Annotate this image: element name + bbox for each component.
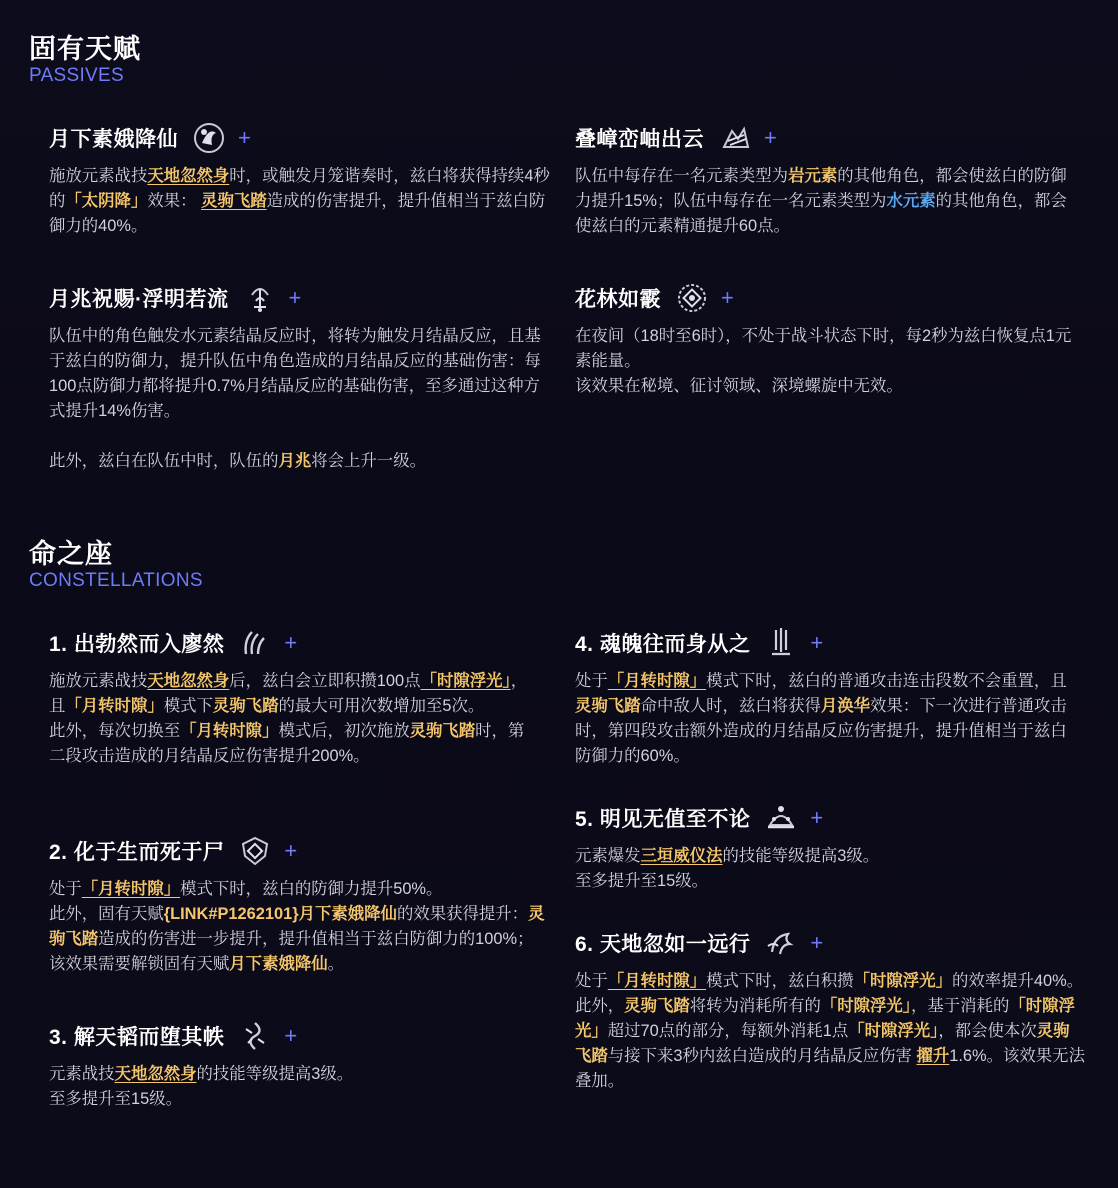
mountain-cloud-icon [718, 121, 752, 155]
keyword-highlight: {LINK#P1262101}月下素娥降仙 [163, 905, 397, 923]
description-text: ，都会使本次 [938, 1022, 1037, 1040]
keyword-link[interactable]: 「月转时隙」 [607, 972, 707, 990]
description-text: 的技能等级提高3级。 [196, 1065, 354, 1083]
moonsign-icon [243, 281, 277, 315]
description-text: 与接下来3秒内兹白造成的月结晶反应伤害 [607, 1047, 917, 1065]
keyword-highlight: 「月转时隙」 [180, 722, 279, 740]
keyword-link[interactable]: 灵驹飞踏 [201, 192, 267, 210]
description-text: 模式下时，兹白的普通攻击连击段数不会重置，且 [706, 672, 1067, 690]
description-paragraph [49, 449, 549, 474]
description-text: ，且 [49, 672, 528, 715]
description-text: 此外，固有天赋 [49, 905, 164, 923]
passive-card [49, 281, 549, 474]
constellation-card [49, 834, 549, 977]
description-paragraph [575, 994, 1085, 1094]
card-name: 叠嶂峦岫出云 [575, 128, 704, 151]
keyword-highlight: 灵驹飞踏 [575, 697, 641, 715]
card-description [49, 669, 539, 769]
description-text: 命中敌人时，兹白将获得 [640, 697, 821, 715]
card-name: 月下素娥降仙 [49, 128, 178, 151]
description-text: 效果： [147, 192, 202, 210]
description-paragraph [575, 324, 1080, 374]
keyword-highlight: 灵驹飞踏 [409, 722, 476, 740]
description-text: 元素战技 [49, 1065, 115, 1083]
description-text: 造成的伤害提升，提升值相当于兹白防御力的40%。 [49, 192, 546, 235]
card-title-row [49, 834, 549, 868]
keyword-link[interactable]: 擢升 [916, 1047, 950, 1065]
keyword-highlight: 岩元素 [788, 167, 838, 185]
description-text: 的其他角色，都会使兹白的元素精通提升60点。 [575, 192, 1067, 235]
card-name: 4. 魂魄往而身从之 [575, 633, 751, 656]
description-paragraph [49, 877, 549, 902]
description-paragraph [575, 669, 1075, 769]
description-paragraph [575, 164, 1080, 239]
description-text: 1.6%。该效果无法叠加。 [575, 1047, 1085, 1090]
description-text: 模式后，初次施放 [278, 722, 410, 740]
horse-wind-icon [764, 926, 798, 960]
claw-swirl-icon [238, 626, 272, 660]
card-description [575, 969, 1085, 1094]
passives-header [29, 34, 141, 87]
description-paragraph [49, 719, 539, 769]
expand-plus-icon[interactable]: + [764, 125, 777, 150]
constellation-card [575, 801, 1080, 894]
passives-subtitle: PASSIVES [29, 65, 124, 86]
description-text: 模式下 [163, 697, 213, 715]
description-paragraph [575, 844, 1080, 869]
expand-plus-icon[interactable]: + [284, 1023, 298, 1048]
description-paragraph [575, 374, 1080, 399]
description-text: 时，或触发月笼谐奏时，兹白将获得持续4秒的 [49, 167, 550, 210]
description-text: 的其他角色，都会使兹白的防御力提升15%；队伍中每存在一名元素类型为 [575, 167, 1067, 210]
keyword-highlight: 「月转时隙」 [65, 697, 164, 715]
keyword-highlight: 灵驹飞踏 [624, 997, 690, 1015]
description-text: 在夜间（18时至6时），不处于战斗状态下时，每2秒为兹白恢复点1元素能量。 [575, 327, 1072, 370]
flower-compass-icon [675, 281, 709, 315]
description-text: 处于 [49, 880, 82, 898]
passive-card [49, 121, 557, 239]
card-title-row [49, 1019, 549, 1053]
description-paragraph [575, 969, 1085, 994]
keyword-highlight: 「太阴降」 [65, 192, 148, 210]
description-text: 的技能等级提高3级。 [722, 847, 880, 865]
card-name: 花林如霰 [575, 288, 661, 311]
keyword-link[interactable]: 天地忽然身 [147, 167, 230, 185]
keyword-link[interactable]: 三垣威仪法 [640, 847, 723, 865]
keyword-highlight: 「时隙浮光」 [848, 1022, 939, 1040]
description-paragraph [49, 669, 539, 719]
keyword-link[interactable]: 「时隙浮光」 [420, 672, 511, 690]
description-text: 效果：下一次进行普通攻击时，第四段攻击额外造成的月结晶反应伤害提升，提升值相当于兹白防御力的60%。 [575, 697, 1067, 765]
description-text: 至多提升至15级。 [575, 872, 708, 890]
description-text: 此外， [575, 997, 625, 1015]
card-title-row [575, 626, 1075, 660]
description-text: 的最大可用次数增加至5次。 [278, 697, 485, 715]
description-text: 处于 [575, 672, 608, 690]
feather-spin-icon [238, 1019, 272, 1053]
spirit-blades-icon [764, 626, 798, 660]
constellation-card [49, 626, 539, 769]
description-text: 时，第二段攻击造成的月结晶反应伤害提升200%。 [49, 722, 525, 765]
card-description [49, 324, 549, 474]
card-name: 2. 化于生而死于尸 [49, 841, 225, 864]
constellations-subtitle: CONSTELLATIONS [29, 570, 203, 591]
card-title-row [575, 281, 1080, 315]
expand-plus-icon[interactable]: + [284, 630, 298, 655]
keyword-highlight: 灵驹飞踏 [212, 697, 279, 715]
description-paragraph [575, 869, 1080, 894]
description-text: 的效率提升40%。 [951, 972, 1084, 990]
expand-plus-icon[interactable]: + [288, 285, 302, 310]
description-paragraph [49, 902, 549, 977]
card-title-row [575, 801, 1080, 835]
card-title-row [49, 121, 557, 155]
description-paragraph [49, 1062, 549, 1087]
passive-card [575, 281, 1080, 399]
card-title-row [49, 281, 549, 315]
expand-plus-icon[interactable]: + [810, 630, 824, 655]
keyword-highlight: 灵驹飞踏 [575, 1022, 1070, 1065]
paragraph-gap [49, 424, 549, 449]
keyword-highlight: 灵驹飞踏 [49, 905, 545, 948]
keyword-highlight: 水元素 [886, 192, 936, 210]
description-text: 。 [327, 955, 345, 973]
passive-card [575, 121, 1080, 239]
description-text: 此外，兹白在队伍中时，队伍的 [49, 452, 279, 470]
card-description [49, 164, 557, 239]
card-description [575, 844, 1080, 894]
description-text: 施放元素战技 [49, 672, 148, 690]
card-name: 1. 出勃然而入廖然 [49, 633, 225, 656]
expand-plus-icon[interactable]: + [238, 125, 251, 150]
card-title-row [49, 626, 539, 660]
description-text: 的效果获得提升： [396, 905, 529, 923]
shield-crest-icon [238, 834, 272, 868]
description-text: 造成的伤害进一步提升，提升值相当于兹白防御力的100%；该效果需要解锁固有天赋 [49, 930, 534, 973]
description-text: 至多提升至15级。 [49, 1090, 182, 1108]
constellation-card [575, 926, 1085, 1094]
card-description [49, 1062, 549, 1112]
description-paragraph [49, 164, 557, 239]
card-name: 6. 天地忽如一远行 [575, 933, 751, 956]
expand-plus-icon[interactable]: + [284, 838, 298, 863]
description-text: 元素爆发 [575, 847, 641, 865]
card-title-row [575, 926, 1085, 960]
description-paragraph [49, 1087, 549, 1112]
card-description [49, 877, 549, 977]
constellation-card [49, 1019, 549, 1112]
description-text: ，基于消耗的 [911, 997, 1010, 1015]
expand-plus-icon[interactable]: + [810, 930, 824, 955]
card-description [575, 324, 1080, 399]
crown-dome-icon [764, 801, 798, 835]
constellations-header [29, 539, 203, 592]
keyword-highlight: 「时隙浮光」 [853, 972, 952, 990]
keyword-link[interactable]: 「月转时隙」 [607, 672, 707, 690]
keyword-link[interactable]: 天地忽然身 [114, 1065, 197, 1083]
description-text: 队伍中每存在一名元素类型为 [575, 167, 789, 185]
description-text: 该效果在秘境、征讨领域、深境螺旋中无效。 [575, 377, 903, 395]
moon-goddess-icon [192, 121, 226, 155]
keyword-highlight: 月涣华 [820, 697, 871, 715]
description-text: 模式下时，兹白的防御力提升50%。 [180, 880, 443, 898]
keyword-highlight: 「时隙浮光」 [820, 997, 912, 1015]
description-text: 后，兹白会立即积攒100点 [229, 672, 421, 690]
card-name: 月兆祝赐·浮明若流 [49, 288, 229, 311]
constellation-card [575, 626, 1075, 769]
expand-plus-icon[interactable]: + [810, 805, 824, 830]
description-text: 将会上升一级。 [311, 452, 426, 470]
constellations-title: 命之座 [29, 539, 113, 569]
description-paragraph [49, 324, 549, 424]
description-text: 此外，每次切换至 [49, 722, 181, 740]
card-name: 3. 解天韬而堕其帙 [49, 1026, 225, 1049]
expand-plus-icon[interactable]: + [721, 285, 734, 310]
card-description [575, 669, 1075, 769]
keyword-highlight: 「时隙浮光」 [575, 997, 1075, 1040]
keyword-highlight: 月兆 [278, 452, 312, 470]
keyword-link[interactable]: 天地忽然身 [147, 672, 230, 690]
description-text: 将转为消耗所有的 [689, 997, 821, 1015]
passives-title: 固有天赋 [29, 34, 141, 64]
keyword-highlight: 月下素娥降仙 [229, 955, 328, 973]
description-text: 超过70点的部分，每额外消耗1点 [607, 1022, 849, 1040]
description-text: 处于 [575, 972, 608, 990]
card-description [575, 164, 1080, 239]
card-title-row [575, 121, 1080, 155]
description-text: 施放元素战技 [49, 167, 148, 185]
keyword-link[interactable]: 「月转时隙」 [81, 880, 181, 898]
card-name: 5. 明见无值至不论 [575, 808, 751, 831]
description-text: 队伍中的角色触发水元素结晶反应时，将转为触发月结晶反应，且基于兹白的防御力，提升队伍中角色造成的月结晶反应的基础伤害：每100点防御力都将提升0.7%月结晶反应的基础伤害，至多通过这种方式提升14%伤害。 [49, 327, 541, 420]
description-text: 模式下时，兹白积攒 [706, 972, 854, 990]
